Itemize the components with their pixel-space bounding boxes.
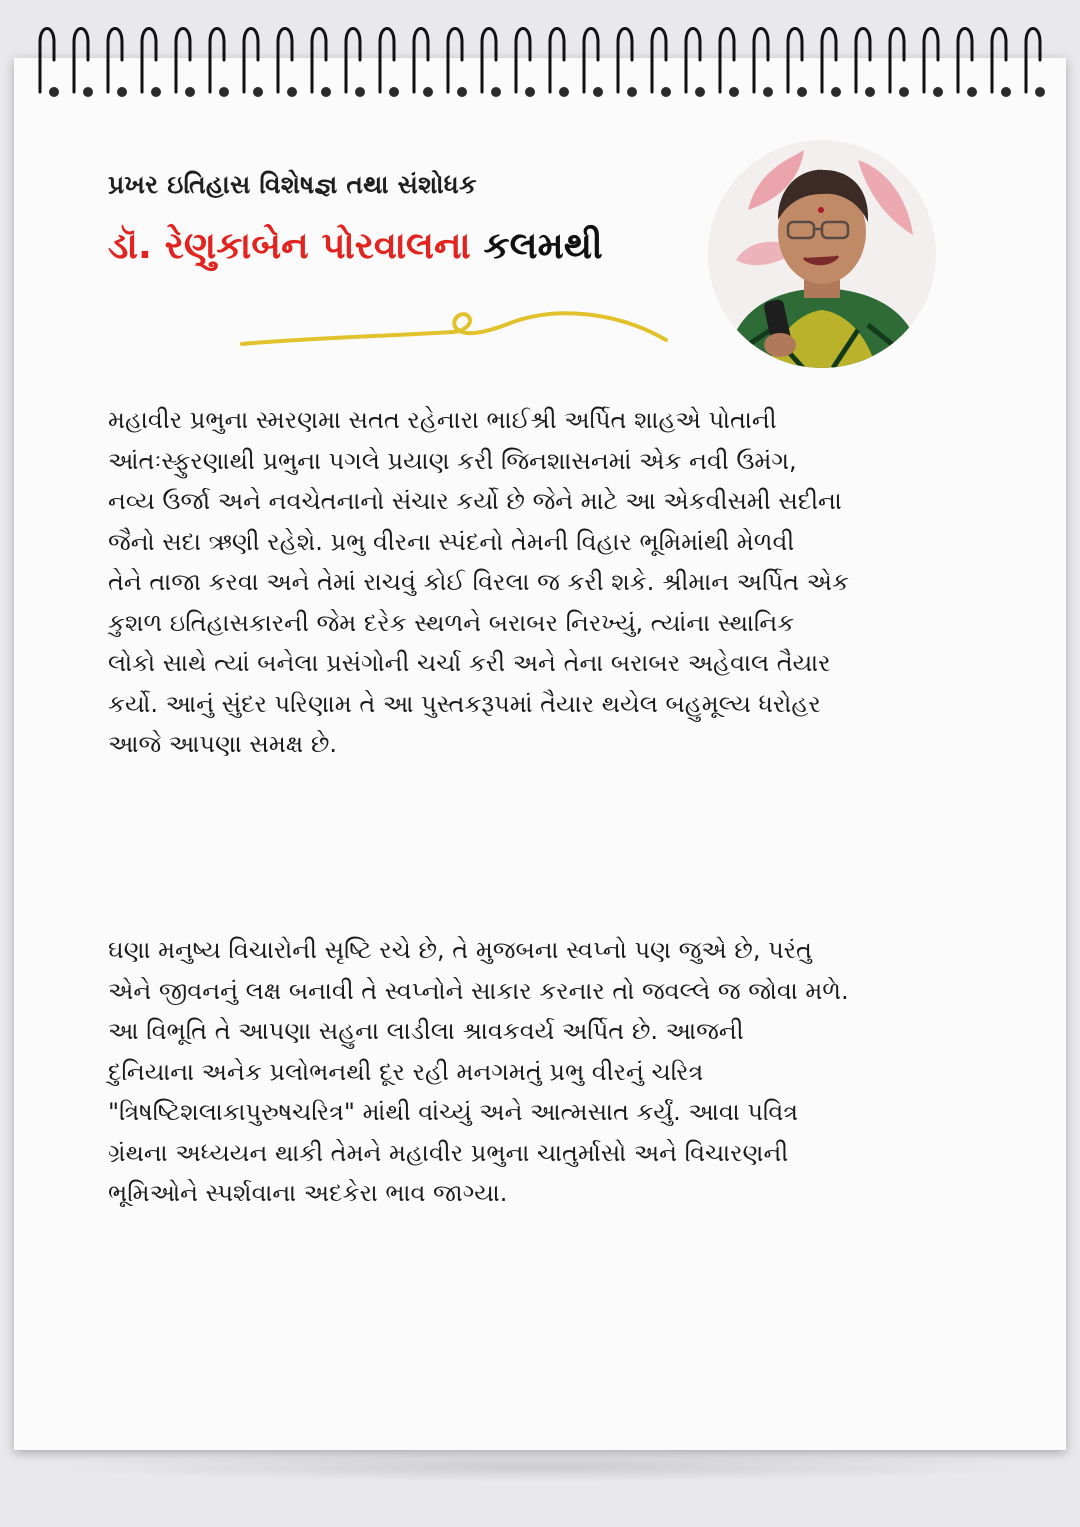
spiral-ring: [210, 29, 229, 98]
spiral-ring: [856, 29, 875, 98]
spiral-ring: [414, 29, 433, 98]
author-suffix: કલમથી: [483, 224, 603, 267]
spiral-ring: [380, 29, 399, 98]
text-line: કુશળ ઇતિહાસકારની જેમ દરેક સ્થળને બરાબર નિરખ્યું, ત્યાંના સ્થાનિક: [108, 608, 795, 637]
spiral-ring: [516, 29, 535, 98]
spiral-ring: [142, 29, 161, 98]
spiral-ring: [346, 29, 365, 98]
text-line: "ત્રિષષ્ટિશલાકાપુરુષચરિત્ર" માંથી વાંચ્યું અને આત્મસાત કર્યું. આવા પવિત્ર: [108, 1098, 799, 1126]
text-line: લોકો સાથે ત્યાં બનેલા પ્રસંગોની ચર્ચા કરી અને તેના બરાબર અહેવાલ તૈયાર: [108, 649, 831, 677]
portrait-icon: [708, 140, 936, 368]
spiral-ring: [108, 29, 127, 98]
paragraph-2: [108, 930, 988, 1214]
page-shadow: [40, 1452, 1040, 1482]
spiral-ring: [618, 29, 637, 98]
text-line: આ વિભૂતિ તે આપણા સહુના લાડીલા શ્રાવકવર્ય અર્પિત છે. આજની: [108, 1017, 744, 1045]
spiral-ring: [482, 29, 501, 98]
spiral-binding: [0, 0, 1080, 110]
text-line: ગ્રંથના અધ્યયન થાકી તેમને મહાવીર પ્રભુના ચાતુર્માસો અને વિચારણની: [108, 1138, 789, 1167]
spiral-ring: [244, 29, 263, 98]
text-line: જૈનો સદા ઋણી રહેશે. પ્રભુ વીરના સ્પંદનો તેમની વિહાર ભૂમિમાંથી મેળવી: [108, 527, 795, 556]
spiral-ring: [652, 29, 671, 98]
text-line: દુનિયાના અનેક પ્રલોભનથી દૂર રહી મનગમતું પ્રભુ વીરનું ચરિત્ર: [108, 1057, 704, 1086]
spiral-ring: [958, 29, 977, 98]
spiral-ring: [550, 29, 569, 98]
spiral-ring: [822, 29, 841, 98]
text-line: કર્યો. આનું સુંદર પરિણામ તે આ પુસ્તકરૂપમાં તૈયાર થયેલ બહુમૂલ્ય ધરોહર: [108, 689, 821, 718]
spiral-ring: [754, 29, 773, 98]
text-line: ભૂમિઓને સ્પર્શવાના અદકેરા ભાવ જાગ્યા.: [108, 1179, 508, 1207]
spiral-ring: [686, 29, 705, 98]
spiral-ring: [788, 29, 807, 98]
text-line: નવ્ય ઉર્જા અને નવચેતનાનો સંચાર કર્યો છે જેને માટે આ એકવીસમી સદીના: [108, 487, 842, 515]
author-name: ડૉ. રેણુકાબેન પોરવાલના: [108, 224, 471, 267]
spiral-ring: [890, 29, 909, 98]
author-portrait: [708, 140, 936, 368]
spiral-ring: [720, 29, 739, 98]
spiral-ring: [584, 29, 603, 98]
spiral-ring: [312, 29, 331, 98]
text-line: મહાવીર પ્રભુના સ્મરણમા સતત રહેનારા ભાઈશ્રી અર્પિત શાહએ પોતાની: [108, 406, 777, 434]
spiral-ring: [176, 29, 195, 98]
spiral-ring: [40, 29, 59, 98]
text-line: એને જીવનનું લક્ષ બનાવી તે સ્વપ્નોને સાકાર કરનાર તો જવલ્લે જ જોવા મળે.: [108, 976, 849, 1005]
spiral-ring: [448, 29, 467, 98]
spiral-ring: [278, 29, 297, 98]
spiral-ring: [1026, 29, 1045, 98]
paragraph-1: [108, 400, 988, 765]
text-line: તેને તાજા કરવા અને તેમાં રાચવું કોઈ વિરલા જ કરી શકે. શ્રીમાન અર્પિત એક: [108, 568, 849, 596]
spiral-ring: [992, 29, 1011, 98]
text-line: ઘણા મનુષ્ય વિચારોની સૃષ્ટિ રચે છે, તે મુજબના સ્વપ્નો પણ જુએ છે, પરંતુ: [108, 936, 812, 964]
spiral-ring: [74, 29, 93, 98]
subtitle: પ્રખર ઇતિહાસ વિશેષજ્ઞ તથા સંશોધક: [108, 170, 477, 199]
decorative-squiggle-icon: [238, 298, 668, 356]
headline: [108, 224, 603, 268]
text-line: આજે આપણા સમક્ષ છે.: [108, 730, 338, 758]
spiral-ring: [924, 29, 943, 98]
text-line: આંતઃસ્ફુરણાથી પ્રભુના પગલે પ્રયાણ કરી જિનશાસનમાં એક નવી ઉમંગ,: [108, 446, 797, 475]
